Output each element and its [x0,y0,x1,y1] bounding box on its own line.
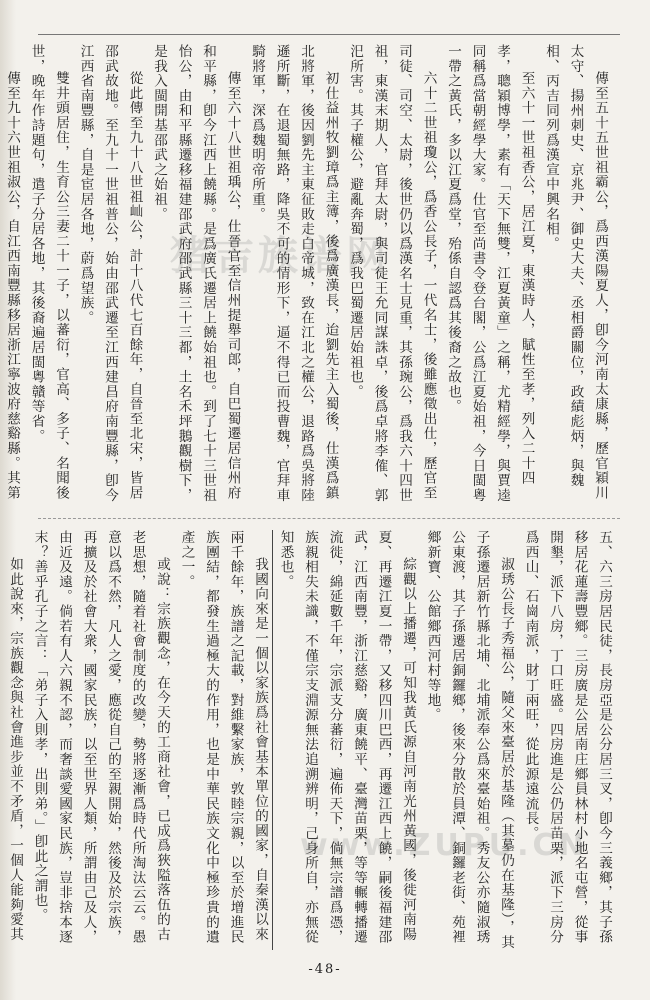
watermark-url: www.ZUPU.CN [300,828,588,863]
paragraph: 至六十一世祖香公，居江夏，東漢時人，賦性至孝，列入二十四孝，聰穎博學，素有「天下無雙，江夏黃童」之稱，尤精經學，與賈逵同稱爲當朝經學大家。仕官至尚書令登台閣，公爲江夏始祖，今日閩粵一帶之黃氏，多以江夏爲堂，殆係自認爲其後裔之故也。 [445,44,535,503]
paragraph: 雙井頭居住，生育公三妻二十一子，以蕃衍，官高、多子、名聞後世，晚年作詩題句，遣子分居各地，其後裔遍居閩粵贛等省。 [28,44,69,501]
top-rule [38,34,620,35]
paragraph: 如此說來，宗族觀念與社會進步並不矛盾，一個人能夠愛其 [7,557,23,942]
paragraph: 五、六三房居民徒，長房亞是公分居三叉，卽今三義鄉，其子孫移居花蓮壽豐鄉。三房廣是公居南庄鄉員林村小地名屯營，從事開墾，派下八房，丁口旺盛。四房進是公仍居苗栗，派下三房分爲西山、石崗南派，財丁兩旺，從此源遠流長。 [522,530,612,945]
upper-text-block [4,44,612,510]
paragraph: 傳至九十六世祖淑公，自江西南豐縣移居浙江寧波府慈谿縣。其第 [4,71,20,501]
paragraph: 傳至五十五世祖霸公，爲西漢陽夏人，卽今河南太康縣，歷官穎川太守、揚州刺史、京兆尹、御史大夫、丞相爵關位，政績彪炳，與魏相、丙吉同列爲漢宣中興名相。 [543,44,608,501]
paragraph-highlighted: 綜觀以上播遷，可知我黃氏源自河南光州黃國，後徙河南陽夏、再遷江夏一帶，又移四川巴西，再遷江西上饒，嗣後福建邵武，江西南豐，浙江慈谿，廣東饒平、臺灣苗栗，等等輾轉播遷流徙，綿延數千年，宗派支分蕃衍，遍佈天下，倘無宗譜爲憑，族親相失未識，不僅宗支淵源無法追溯辨明，己身所自，亦無從知悉也。 [272,530,420,950]
lower-text-block [7,530,616,950]
paragraph: 六十二世祖瓊公，爲香公長子，一代名士，後雖應徵出仕，歷官至司徒、司空、太尉，後世仍以爲漢名士見重，其孫琬公，爲我六十四世祖，東漢末期人，官拜太尉，與司徒王允同謀誅卓，後爲卓將李傕、郭汜所害。其子權公，避亂奔蜀，爲我巴蜀遷居始祖也。 [347,44,437,503]
section-divider [38,518,620,519]
watermark: 猪吉族谱网 [170,233,390,279]
page-number: -48- [308,962,342,977]
paragraph: 從此傳至九十八世祖屾公，計十八代七百餘年，自晉至北宋，皆居邵武故地。至九十一世祖普公，始由邵武遷至江西建昌府南豐縣，卽今江西省南豐縣，自是宦居各地，蔚爲望族。 [77,44,143,503]
paragraph: 初仕益州牧劉璋爲主簿，後爲廣漢長，迨劉先主入蜀後，仕漢爲鎮北將軍，後因劉先主東征敗走白帝城，致在江北之權公，退路爲吳將陸遜所斷，在退蜀無路，降吳不可的情形下，逼不得已而投曹魏，官拜車騎將軍，深爲魏明帝所重。 [249,44,339,503]
paragraph: 淑琇公長子秀福公，隨父來臺居於基隆（其墓仍在基隆），其子孫遷居新竹縣北埔、北埔派奉公爲來臺始祖。秀友公亦隨淑琇公東渡，其子孫遷居銅鑼鄉，後來分散於員潭、銅鑼老街、苑裡鄉新寶、公館鄉西河村等地。 [424,530,514,950]
paragraph: 傳至六十八世祖瑀公，仕晉官至信州提舉司郎，自巴蜀遷居信州府和平縣，卽今江西上饒縣。是爲廣氏遷居上饒始祖也。到了七十三世祖怡公，由和平縣遷移福建邵武府邵武縣三十三都，土名禾坪鵝觀樹下，是我入閩開基邵武之始祖。 [151,44,241,503]
paragraph: 我國向來是一個以家族爲社會基本單位的國家，自秦漢以來兩千餘年，族譜之記載，對維繫家族，敦睦宗親，以至於增進民族團結，都發生過極大的作用，也是中華民族文化中極珍貴的遺產之一。 [178,530,268,945]
paragraph: 或說：宗族觀念，在今天的工商社會，已成爲狹隘落伍的古老思想，隨着社會制度的改變，勢將逐漸爲時代所淘汰云云。愚意以爲不然，凡人之愛，應從自己的至親開始，然後及於宗族，再擴及於社會大衆，國家民族，以至世界人類，所謂由己及人，由近及遠。倘若有人六親不認，而奢談愛國家民族，豈非捨本逐末？善乎孔子之言：「弟子入則孝，出則弟。」卽此之謂也。 [31,530,170,945]
